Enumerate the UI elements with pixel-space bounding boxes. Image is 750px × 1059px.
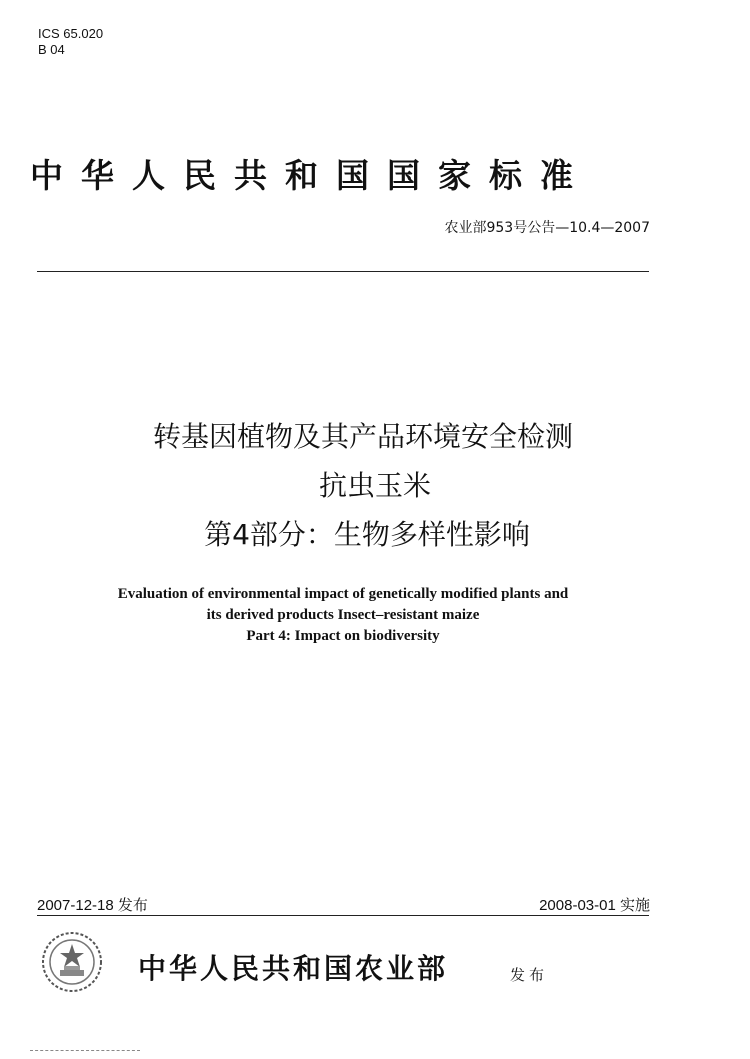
title-en-line1: Evaluation of environmental impact of genetically modified plants and [117, 586, 569, 602]
standard-number: 农业部953号公告—10.4—2007 [444, 220, 650, 236]
top-divider [37, 271, 649, 272]
issue-label: 发布 [510, 966, 549, 984]
title-cn-line3: 第4部分：生物多样性影响 [204, 518, 530, 551]
footer-mark [30, 1050, 140, 1051]
bottom-divider [37, 915, 649, 916]
ics-code: ICS 65.020 [38, 26, 104, 41]
title-cn-line2: 抗虫玉米 [318, 469, 431, 502]
national-standard-heading: 中华人民共和国国家标准 [30, 156, 591, 195]
classification-codes [38, 26, 103, 58]
title-en-line3: Part 4: Impact on biodiversity [246, 628, 440, 644]
issuing-authority: 中华人民共和国农业部 [138, 952, 449, 985]
title-en-line2: its derived products Insect–resistant maize [206, 607, 480, 623]
ccs-code: B 04 [38, 42, 65, 57]
national-emblem-icon [40, 930, 104, 994]
implementation-date: 2008-03-01 实施 [539, 897, 650, 914]
title-cn-line1: 转基因植物及其产品环境安全检测 [152, 420, 573, 453]
issue-date: 2007-12-18 发布 [37, 897, 148, 914]
